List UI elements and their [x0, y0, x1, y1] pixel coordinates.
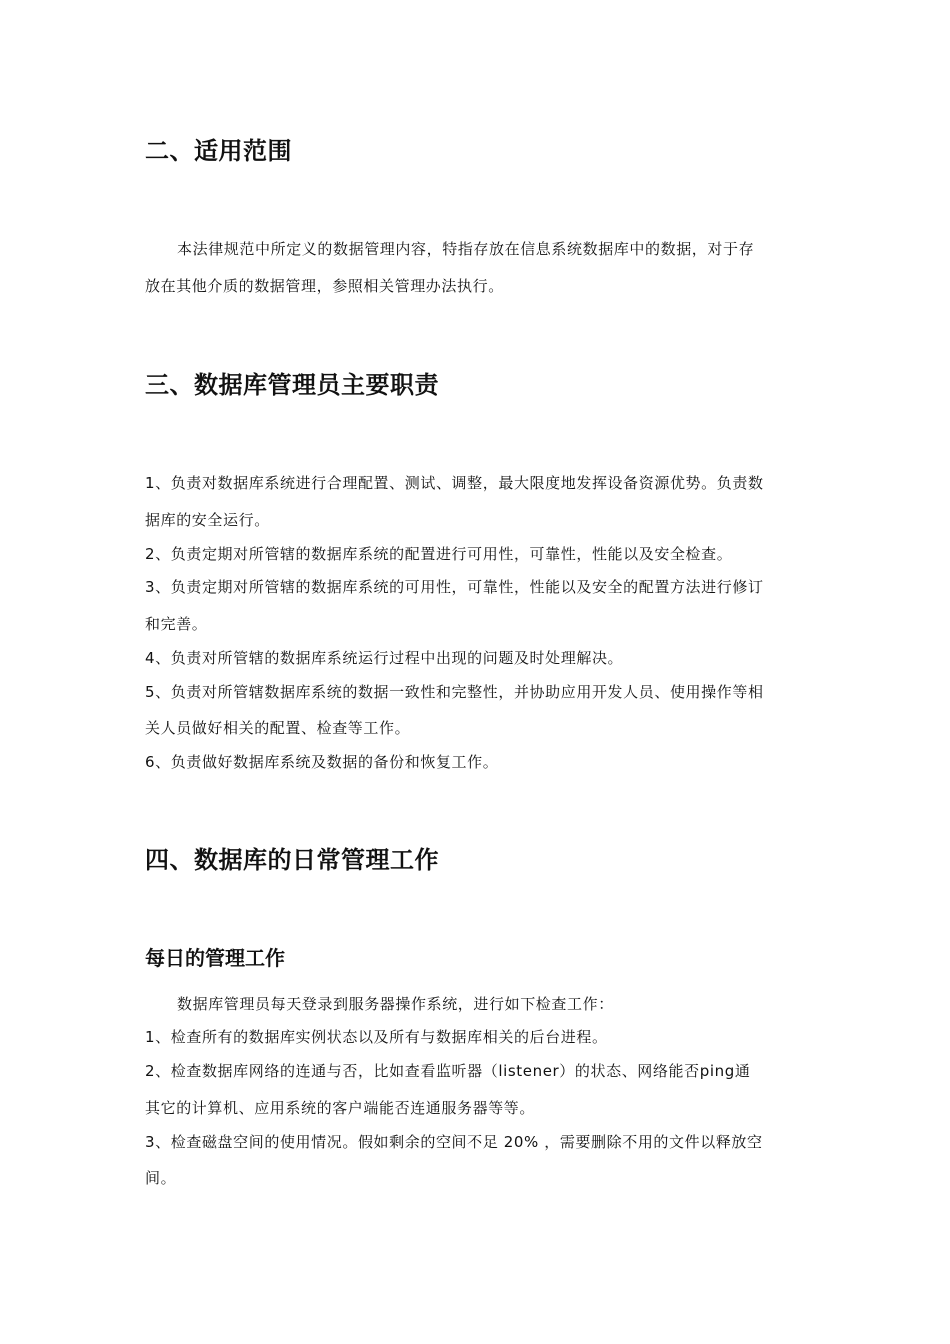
daily-task-line: 其它的计算机、应用系统的客户端能否连通服务器等等。 [145, 1099, 536, 1117]
daily-task-line: 1、检查所有的数据库实例状态以及所有与数据库相关的后台进程。 [145, 1028, 608, 1046]
duty-list-line: 2、负责定期对所管辖的数据库系统的配置进行可用性，可靠性，性能以及安全检查。 [145, 545, 733, 563]
duty-list-line: 5、负责对所管辖数据库系统的数据一致性和完整性，并协助应用开发人员、使用操作等相 [145, 683, 764, 701]
daily-intro-line: 数据库管理员每天登录到服务器操作系统，进行如下检查工作： [177, 995, 614, 1013]
duty-list-line: 4、负责对所管辖的数据库系统运行过程中出现的问题及时处理解决。 [145, 649, 624, 667]
daily-task-line: 2、检查数据库网络的连通与否，比如查看监听器（listener）的状态、网络能否ping通 [145, 1062, 751, 1080]
section-heading-scope: 二、适用范围 [145, 137, 292, 165]
scope-paragraph-line: 本法律规范中所定义的数据管理内容，特指存放在信息系统数据库中的数据，对于存 [177, 240, 755, 258]
daily-task-line: 3、检查磁盘空间的使用情况。假如剩余的空间不足 20% ，需要删除不用的文件以释放空 [145, 1133, 763, 1151]
scope-paragraph-line: 放在其他介质的数据管理，参照相关管理办法执行。 [145, 277, 504, 295]
daily-task-line: 间。 [145, 1169, 177, 1187]
duty-list-line: 据库的安全运行。 [145, 511, 270, 529]
duty-list-line: 关人员做好相关的配置、检查等工作。 [145, 719, 411, 737]
subheading-daily-tasks: 每日的管理工作 [145, 946, 285, 970]
duty-list-line: 和完善。 [145, 615, 208, 633]
section-heading-daily-management: 四、数据库的日常管理工作 [145, 846, 439, 874]
duty-list-line: 1、负责对数据库系统进行合理配置、测试、调整，最大限度地发挥设备资源优势。负责数 [145, 474, 764, 492]
duty-list-line: 3、负责定期对所管辖的数据库系统的可用性，可靠性，性能以及安全的配置方法进行修订 [145, 578, 764, 596]
section-heading-dba-duties: 三、数据库管理员主要职责 [145, 371, 439, 399]
duty-list-line: 6、负责做好数据库系统及数据的备份和恢复工作。 [145, 753, 499, 771]
